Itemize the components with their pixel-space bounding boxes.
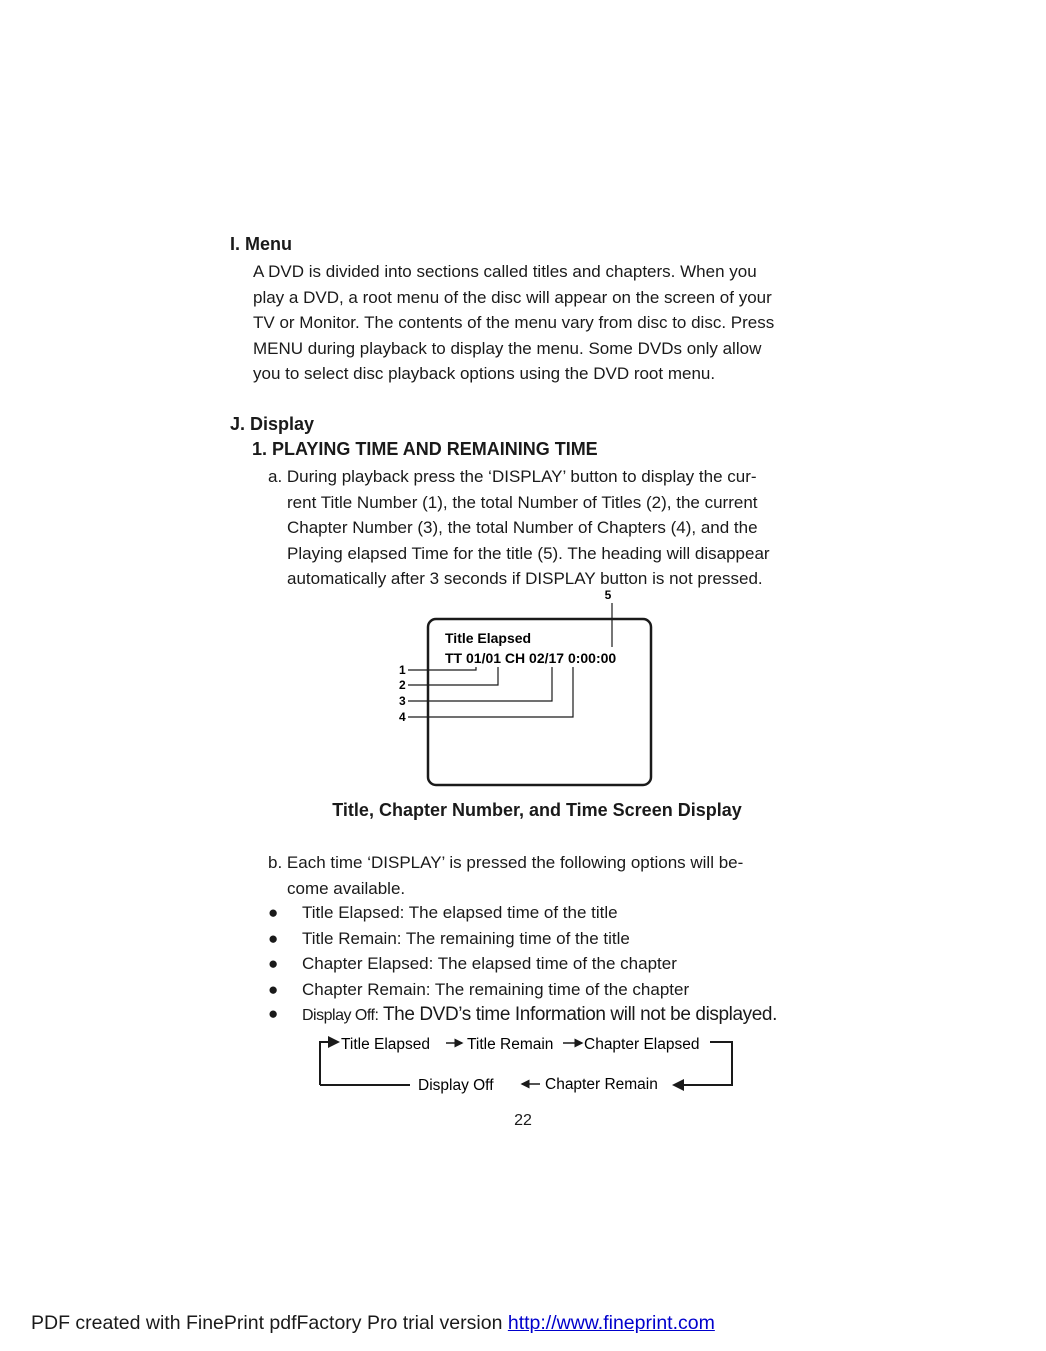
callout-5-label: 5 [604,588,612,602]
display-off-label: Display Off: [302,1007,379,1024]
bullet-icon: ● [268,903,279,922]
section-j-paragraph-a [268,464,828,592]
text-line: automatically after 3 seconds if DISPLAY button is not pressed. [287,569,763,588]
text-line: come available. [287,878,406,898]
bullet-icon: ● [268,980,279,999]
section-j-heading: J. Display [230,414,315,434]
cycle-chapter-elapsed: Chapter Elapsed [584,1036,700,1053]
cycle-chapter-remain: Chapter Remain [545,1076,658,1093]
section-j-subheading: 1. PLAYING TIME AND REMAINING TIME [252,439,598,459]
text-line: b. Each time ‘DISPLAY’ is pressed the following options will be- [268,853,744,872]
list-item-text: Title Elapsed: The elapsed time of the title [302,903,618,922]
callout-2-label: 2 [399,678,406,692]
text-line: a. During playback press the ‘DISPLAY’ button to display the cur- [268,467,757,486]
text-line: MENU during playback to display the menu. Some DVDs only allow [253,338,762,358]
text-line: you to select disc playback options using the DVD root menu. [253,364,716,383]
section-i-paragraph [253,259,823,387]
callout-3-label: 3 [399,694,406,708]
section-i-heading: I. Menu [230,234,292,254]
page-number: 22 [514,1112,532,1129]
screen-display-diagram [380,585,670,790]
list-item-text: Title Remain: The remaining time of the title [302,929,630,948]
cycle-arrow-left [320,1042,338,1085]
bullet-icon: ● [268,1004,279,1023]
text-line: TV or Monitor. The contents of the menu vary from disc to disc. Press [253,313,775,332]
text-line: A DVD is divided into sections called titles and chapters. When you [253,262,757,281]
list-item-text [302,1004,777,1026]
callout-1-line [408,667,476,670]
fineprint-link[interactable]: http://www.fineprint.com [507,1312,715,1334]
display-off-text: The DVD’s time Information will not be displayed. [378,1004,777,1025]
screen-title-text: Title Elapsed [445,630,532,646]
cycle-display-off: Display Off [418,1077,494,1094]
bullet-icon: ● [268,929,279,948]
cycle-title-remain: Title Remain [467,1036,554,1053]
footer-text: PDF created with FinePrint pdfFactory Pro trial version [31,1312,508,1334]
text-line: play a DVD, a root menu of the disc will appear on the screen of your [253,287,772,307]
section-j-paragraph-b [268,850,828,901]
callout-1-label: 1 [399,663,406,677]
list-item-text: Chapter Elapsed: The elapsed time of the chapter [302,954,677,973]
cycle-title-elapsed: Title Elapsed [341,1036,431,1053]
callout-4-line [408,667,573,717]
list-item-text: Chapter Remain: The remaining time of the chapter [302,980,690,999]
callout-3-line [408,667,552,701]
diagram-caption: Title, Chapter Number, and Time Screen Display [332,800,742,820]
display-cycle-diagram [310,1030,750,1100]
text-line: Chapter Number (3), the total Number of Chapters (4), and the [287,518,758,537]
bullet-icon: ● [268,954,279,973]
text-line: rent Title Number (1), the total Number of Titles (2), the current [287,492,758,512]
callout-4-label: 4 [399,710,406,724]
text-line: Playing elapsed Time for the title (5). The heading will disappear [287,543,770,563]
footer [31,1312,715,1335]
screen-info-text: TT 01/01 CH 02/17 0:00:00 [445,650,617,666]
